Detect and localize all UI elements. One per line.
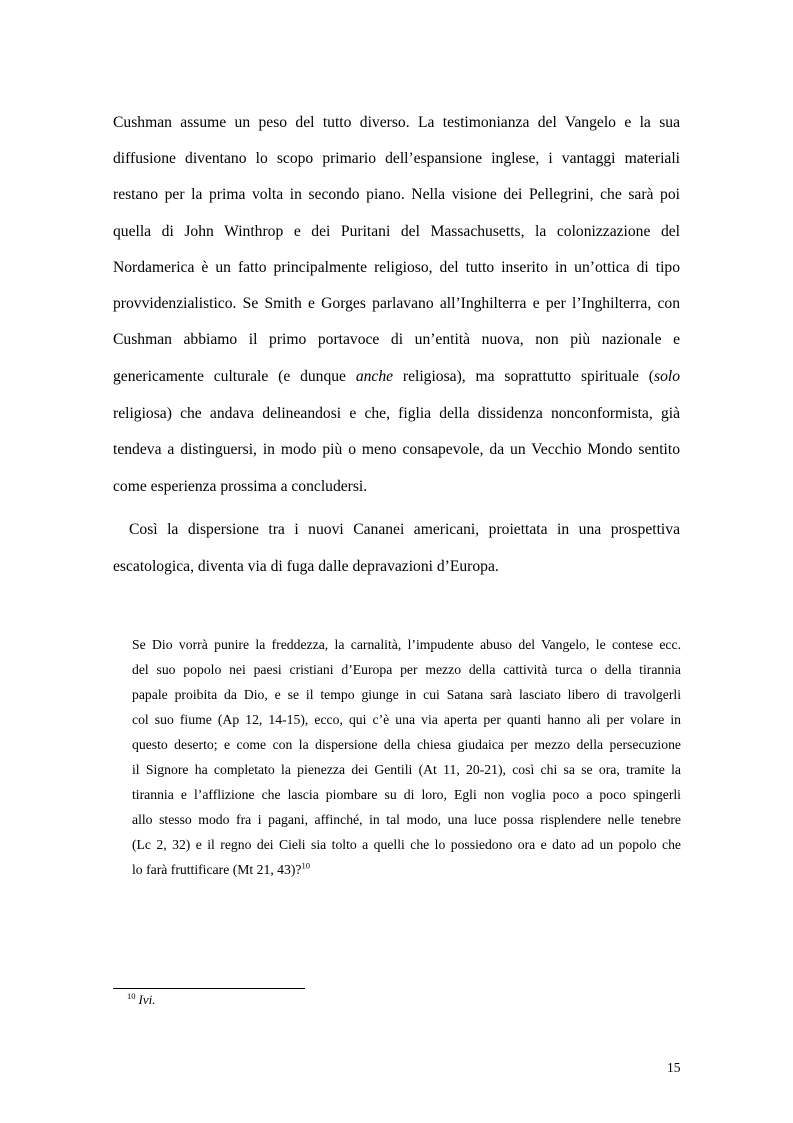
quote-line-5: questo deserto; e come con la dispersione della chiesa giudaica per mezzo della persecuzione	[132, 737, 681, 752]
footnote-text: Ivi.	[138, 992, 156, 1007]
footnote-divider	[113, 988, 305, 989]
quote-line-2: del suo popolo nei paesi cristiani d’Europa per mezzo della cattività turca o della tirannia	[132, 662, 681, 677]
body-line-10: tendeva a distinguersi, in modo più o meno consapevole, da un Vecchio Mondo sentito	[113, 441, 680, 458]
emphasis-anche: anche	[355, 368, 394, 385]
body-line-8-text-a: genericamente culturale (e dunque	[113, 368, 356, 385]
body-line-7: Cushman abbiamo il primo portavoce di un’entità nuova, non più nazionale e	[113, 331, 680, 348]
quote-line-1: Se Dio vorrà punire la freddezza, la carnalità, l’impudente abuso del Vangelo, le contese ecc.	[132, 637, 681, 652]
body-line-4: quella di John Winthrop e dei Puritani del Massachusetts, la colonizzazione del	[113, 223, 680, 240]
quote-line-7: tirannia e l’afflizione che lascia piombare su di loro, Egli non voglia poco a poco spingerli	[132, 787, 681, 802]
body-line-8-text-b: religiosa), ma soprattutto spirituale (	[393, 368, 654, 385]
body-line-5: Nordamerica è un fatto principalmente religioso, del tutto inserito in un’ottica di tipo	[113, 259, 680, 276]
quote-line-8: allo stesso modo fra i pagani, affinché, in tal modo, una luce possa risplendere nelle tenebre	[132, 812, 681, 827]
emphasis-solo: solo	[654, 368, 680, 385]
body-line-3: restano per la prima volta in secondo piano. Nella visione dei Pellegrini, che sarà poi	[113, 186, 680, 203]
quote-line-10	[132, 862, 310, 878]
quote-line-3: papale proibita da Dio, e se il tempo giunge in cui Satana sarà lasciato libero di travolgerli	[132, 687, 681, 702]
body-line-8	[113, 368, 680, 386]
footnote-mark: 10	[127, 990, 136, 1001]
body-line-1: Cushman assume un peso del tutto diverso. La testimonianza del Vangelo e la sua	[113, 114, 680, 131]
quote-line-6: il Signore ha completato la pienezza dei Gentili (At 11, 20-21), così chi sa se ora, tramite la	[132, 762, 681, 777]
body-line-2: diffusione diventano lo scopo primario dell’espansione inglese, i vantaggi materiali	[113, 150, 680, 167]
quote-line-4: col suo fiume (Ap 12, 14-15), ecco, qui c’è una via aperta per quanti hanno ali per volare in	[132, 712, 681, 727]
body-line-13: escatologica, diventa via di fuga dalle depravazioni d’Europa.	[113, 558, 499, 575]
body-line-6: provvidenzialistico. Se Smith e Gorges parlavano all’Inghilterra e per l’Inghilterra, con	[113, 295, 680, 312]
footnote	[127, 992, 155, 1008]
body-line-12: Così la dispersione tra i nuovi Cananei americani, proiettata in una prospettiva	[129, 521, 680, 538]
body-line-9: religiosa) che andava delineandosi e che, figlia della dissidenza nonconformista, già	[113, 405, 680, 422]
quote-line-9: (Lc 2, 32) e il regno dei Cieli sia tolto a quelli che lo possiedono ora e dato ad un popolo che	[132, 837, 681, 852]
body-line-11: come esperienza prossima a concludersi.	[113, 478, 368, 495]
quote-last-line-text: lo farà fruttificare (Mt 21, 43)?	[132, 862, 302, 877]
page-number: 15	[667, 1060, 681, 1075]
footnote-reference[interactable]: 10	[301, 860, 310, 871]
